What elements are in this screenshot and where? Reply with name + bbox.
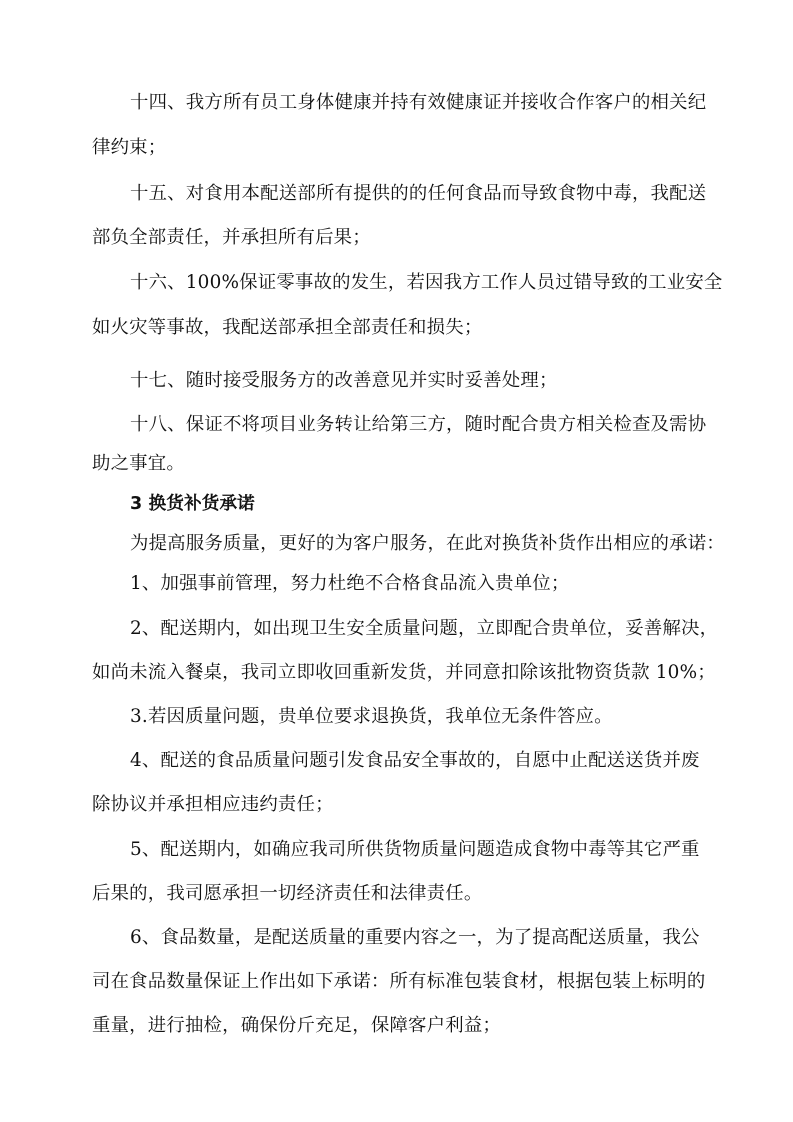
paragraph-15-line-2: 部负全部责任，并承担所有后果； — [92, 227, 371, 248]
paragraph-14-line-1: 十四、我方所有员工身体健康并持有效健康证并接收合作客户的相关纪 — [130, 92, 707, 113]
paragraph-17-line-1: 十七、随时接受服务方的改善意见并实时妥善处理； — [130, 370, 558, 391]
item-4-line-1: 4、配送的食品质量问题引发食品安全事故的，自愿中止配送送货并废 — [130, 750, 700, 771]
paragraph-18-line-2: 助之事宜。 — [92, 453, 185, 474]
section-heading: 3 换货补货承诺 — [130, 494, 255, 514]
item-2-line-1: 2、配送期内，如出现卫生安全质量问题，立即配合贵单位，妥善解决， — [130, 618, 719, 639]
item-2-line-2: 如尚未流入餐桌，我司立即收回重新发货，并同意扣除该批物资货款 10%； — [92, 662, 716, 683]
item-5-line-2: 后果的，我司愿承担一切经济责任和法律责任。 — [92, 883, 483, 904]
item-1-line-1: 1、加强事前管理，努力杜绝不合格食品流入贵单位； — [130, 573, 570, 594]
paragraph-18-line-1: 十八、保证不将项目业务转让给第三方，随时配合贵方相关检查及需协 — [130, 414, 707, 435]
item-5-line-1: 5、配送期内，如确应我司所供货物质量问题造成食物中毒等其它严重 — [130, 839, 700, 860]
paragraph-16-line-2: 如火灾等事故，我配送部承担全部责任和损失； — [92, 317, 483, 338]
item-6-line-1: 6、食品数量，是配送质量的重要内容之一，为了提高配送质量，我公 — [130, 927, 700, 948]
intro-paragraph: 为提高服务质量，更好的为客户服务，在此对换货补货作出相应的承诺： — [130, 533, 725, 554]
item-4-line-2: 除协议并承担相应违约责任； — [92, 794, 334, 815]
item-6-line-2: 司在食品数量保证上作出如下承诺：所有标准包装食材，根据包装上标明的 — [92, 971, 706, 992]
paragraph-16-line-1: 十六、100%保证零事故的发生，若因我方工作人员过错导致的工业安全 — [130, 272, 723, 293]
paragraph-15-line-1: 十五、对食用本配送部所有提供的的任何食品而导致食物中毒，我配送 — [130, 183, 707, 204]
item-6-line-3: 重量，进行抽检，确保份斤充足，保障客户利益； — [92, 1015, 501, 1036]
paragraph-14-line-2: 律约束； — [92, 137, 167, 158]
item-3-line-1: 3.若因质量问题，贵单位要求退换货，我单位无条件答应。 — [130, 706, 613, 727]
